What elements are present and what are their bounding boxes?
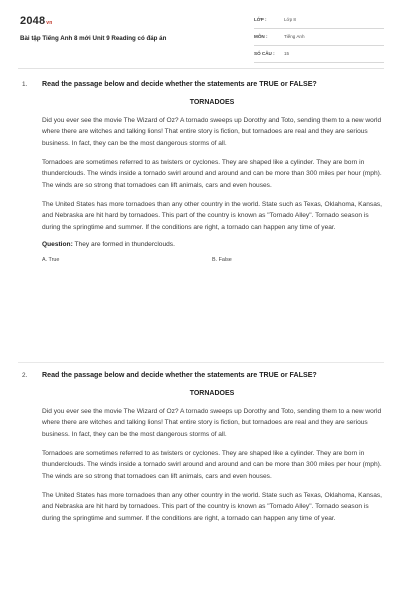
meta-row-subject bbox=[254, 31, 384, 46]
passage-paragraph: The United States has more tornadoes than any other country in the world. State such as Texas, Oklahoma, Kansas, and Nebraska are hit hard by tornadoes. This part of the country is known as "Tornado Alley". Tornado season is during the springtime and summer. If the conditions are right, a tornado can happen any time of year. bbox=[42, 491, 383, 523]
brand-name: 2048 bbox=[20, 15, 46, 27]
question-divider bbox=[18, 362, 384, 363]
question-number: 2. bbox=[22, 372, 28, 379]
question-prompt: Read the passage below and decide whether the statements are TRUE or FALSE? bbox=[42, 371, 317, 379]
question-number: 1. bbox=[22, 81, 28, 88]
passage-title: TORNADOES bbox=[189, 389, 235, 397]
meta-label: LỚP : bbox=[254, 17, 267, 22]
document-title: Bài tập Tiếng Anh 8 mới Unit 9 Reading có đáp án bbox=[20, 35, 167, 42]
meta-value: Tiếng Anh bbox=[284, 34, 305, 39]
question-prompt: Read the passage below and decide whether the statements are TRUE or FALSE? bbox=[42, 80, 317, 88]
passage-paragraph: Did you ever see the movie The Wizard of Oz? A tornado sweeps up Dorothy and Toto, sending them to a new world where there are witches and talking lions! That entire story is fiction, but tornadoes are real and they are serious business. In fact, they can be the most dangerous storms of all. bbox=[42, 116, 382, 147]
passage-paragraph: Tornadoes are sometimes referred to as twisters or cyclones. They are shaped like a cylinder. They are born in thunderclouds. The winds inside a tornado swirl around and around and can be more than 300 miles per hour (mph). The winds are so strong that tornadoes can lift animals, cars and even houses. bbox=[42, 449, 382, 481]
passage-paragraph: The United States has more tornadoes than any other country in the world. State such as Texas, Oklahoma, Kansas, and Nebraska are hit hard by tornadoes. This part of the country is known as "Tornado Alley". Tornado season is during the springtime and summer. If the conditions are right, a tornado can happen any time of year. bbox=[42, 200, 383, 232]
brand-suffix: vn bbox=[46, 20, 53, 26]
passage-title: TORNADOES bbox=[189, 98, 235, 106]
meta-value: 15 bbox=[284, 51, 290, 56]
site-logo[interactable] bbox=[20, 15, 53, 27]
header-divider bbox=[18, 68, 384, 69]
meta-label: SỐ CÂU : bbox=[254, 51, 275, 56]
option-false[interactable]: B. False bbox=[212, 256, 232, 263]
meta-info bbox=[254, 14, 384, 65]
meta-row-count bbox=[254, 48, 384, 63]
answer-options bbox=[42, 257, 382, 269]
question-label: Question: bbox=[42, 240, 73, 248]
question-text: They are formed in thunderclouds. bbox=[74, 240, 175, 248]
question-statement bbox=[42, 241, 382, 248]
passage-paragraph: Tornadoes are sometimes referred to as twisters or cyclones. They are shaped like a cylinder. They are born in thunderclouds. The winds inside a tornado swirl around and around and can be more than 300 miles per hour (mph). The winds are so strong that tornadoes can lift animals, cars and even houses. bbox=[42, 158, 382, 190]
meta-row-class bbox=[254, 14, 384, 29]
meta-label: MÔN : bbox=[254, 34, 268, 39]
question-2 bbox=[20, 370, 382, 532]
question-1 bbox=[20, 79, 382, 269]
header bbox=[0, 0, 400, 70]
meta-value: Lớp 8 bbox=[284, 17, 296, 22]
option-true[interactable]: A. True bbox=[42, 256, 60, 263]
passage-paragraph: Did you ever see the movie The Wizard of Oz? A tornado sweeps up Dorothy and Toto, sending them to a new world where there are witches and talking lions! That entire story is fiction, but tornadoes are real and they are serious business. In fact, they can be the most dangerous storms of all. bbox=[42, 407, 382, 438]
